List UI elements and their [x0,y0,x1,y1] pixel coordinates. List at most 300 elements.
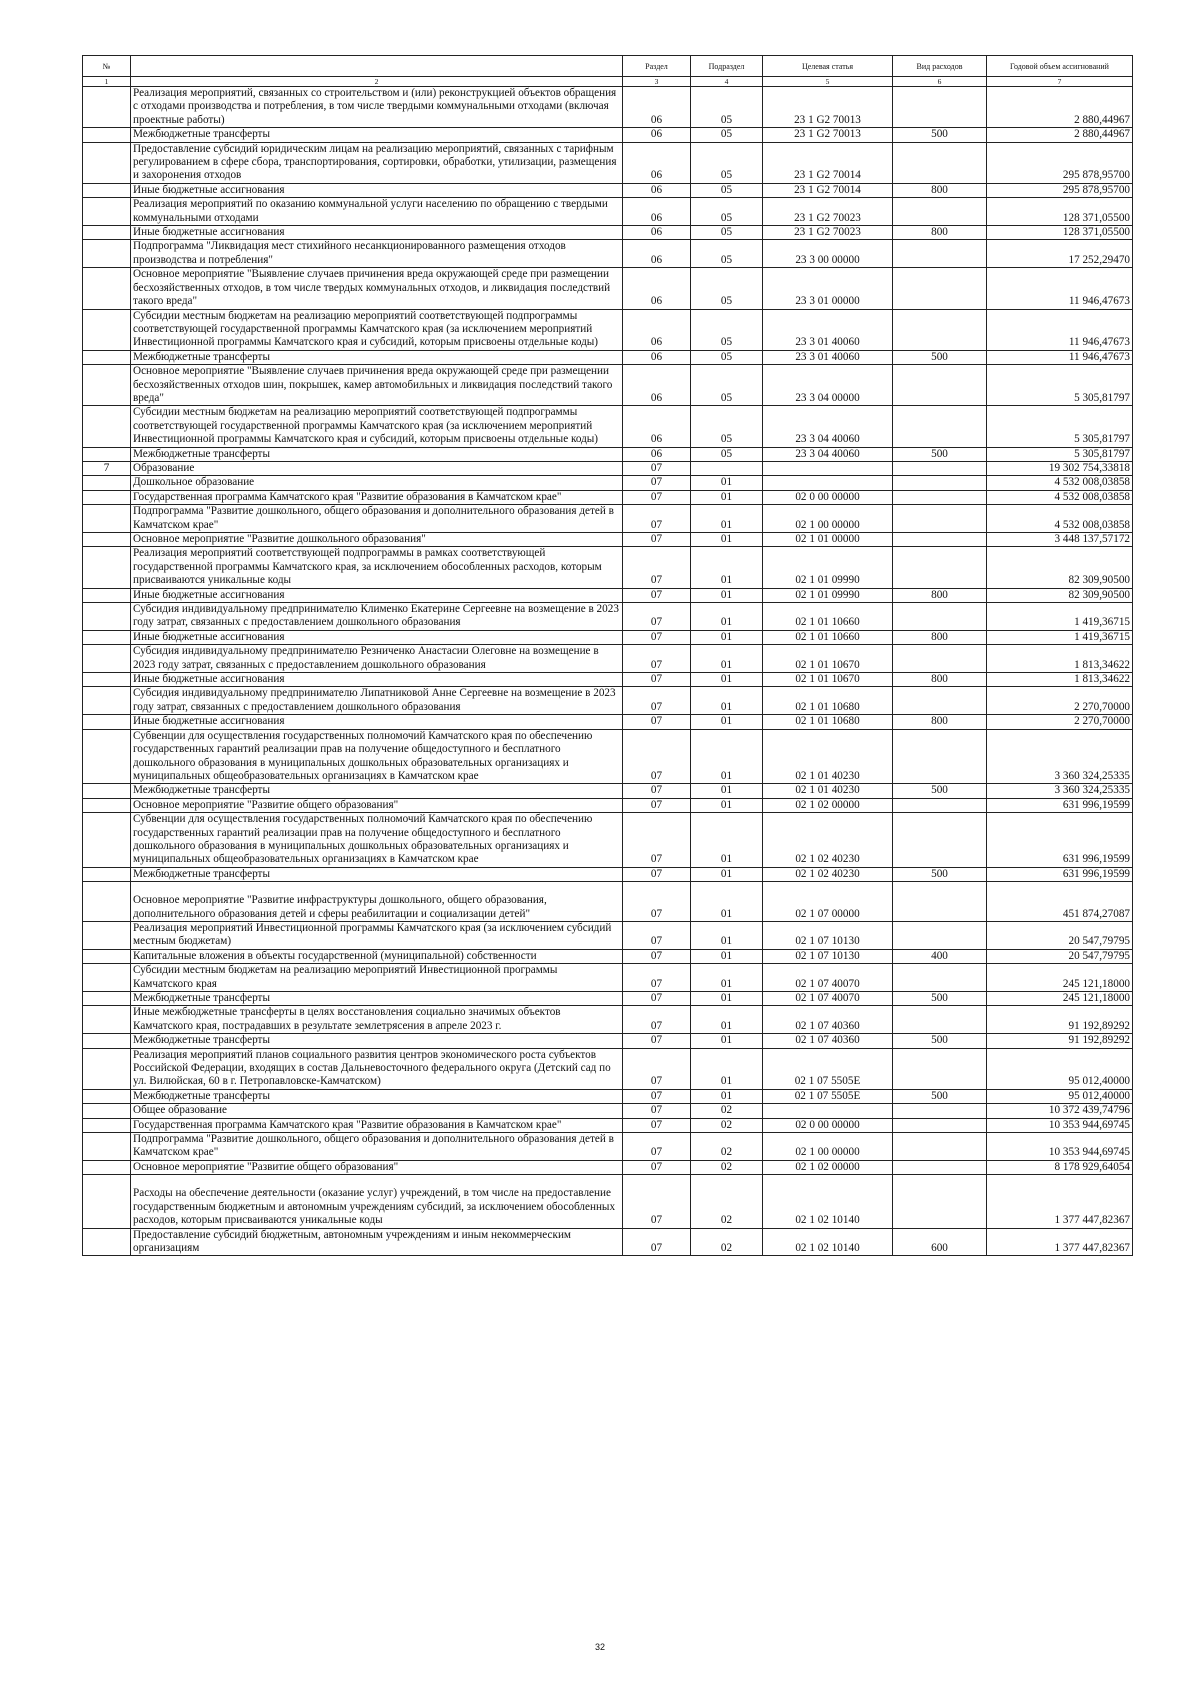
row-section: 07 [623,687,691,715]
row-amount: 1 813,34622 [987,645,1133,673]
table-row [83,813,1133,868]
row-target-article: 02 1 01 10670 [763,645,893,673]
page-number: 32 [594,1642,605,1652]
row-section: 07 [623,1089,691,1103]
row-expense-type: 500 [893,784,987,798]
column-index: 3 [623,77,691,87]
row-amount: 17 252,29470 [987,240,1133,268]
row-amount: 82 309,90500 [987,547,1133,588]
row-number [83,1048,131,1089]
row-name: Образование [131,461,623,475]
table-row [83,1006,1133,1034]
row-target-article: 23 1 G2 70014 [763,183,893,197]
row-expense-type [893,882,987,922]
row-number [83,142,131,183]
row-name: Подпрограмма "Ликвидация мест стихийного несанкционированного размещения отходов производства и потребления" [131,240,623,268]
row-subsection: 01 [691,645,763,673]
row-section: 07 [623,798,691,812]
row-expense-type: 500 [893,1089,987,1103]
row-target-article: 23 3 04 40060 [763,447,893,461]
row-subsection: 01 [691,630,763,644]
row-amount: 11 946,47673 [987,268,1133,309]
row-number [83,1034,131,1048]
row-section: 07 [623,1175,691,1228]
table-row [83,992,1133,1006]
row-number [83,365,131,406]
row-subsection: 05 [691,142,763,183]
row-amount: 82 309,90500 [987,588,1133,602]
row-name: Межбюджетные трансферты [131,1089,623,1103]
table-row [83,406,1133,447]
row-number [83,198,131,226]
row-expense-type: 600 [893,1228,987,1256]
row-amount: 245 121,18000 [987,964,1133,992]
table-row [83,1118,1133,1132]
row-number [83,547,131,588]
row-name: Межбюджетные трансферты [131,350,623,364]
row-expense-type [893,921,987,949]
row-subsection: 05 [691,240,763,268]
row-section: 07 [623,1133,691,1161]
row-target-article: 02 1 02 40230 [763,813,893,868]
row-amount: 3 448 137,57172 [987,533,1133,547]
row-subsection: 05 [691,87,763,128]
row-amount: 3 360 324,25335 [987,729,1133,784]
table-row [83,240,1133,268]
row-section: 07 [623,603,691,631]
row-expense-type: 500 [893,447,987,461]
row-number [83,1104,131,1118]
row-amount: 1 419,36715 [987,603,1133,631]
row-section: 07 [623,1160,691,1174]
row-amount: 11 946,47673 [987,350,1133,364]
row-number [83,784,131,798]
row-name: Межбюджетные трансферты [131,447,623,461]
table-row [83,198,1133,226]
row-target-article: 02 1 07 10130 [763,949,893,963]
row-name: Предоставление субсидий юридическим лицам на реализацию мероприятий, связанных с тарифным регулированием в сфере сбора, транспортирования, сортировки, обработки, утилизации, размещения и захоронения отходов [131,142,623,183]
row-expense-type [893,490,987,504]
row-name: Капитальные вложения в объекты государственной (муниципальной) собственности [131,949,623,963]
row-target-article: 23 1 G2 70013 [763,128,893,142]
row-target-article: 02 1 07 40070 [763,992,893,1006]
row-section: 07 [623,673,691,687]
row-number [83,992,131,1006]
row-name: Реализация мероприятий соответствующей подпрограммы в рамках соответствующей государственной программы Камчатского края, за исключением обособленных расходов, которым присваиваются уникальные коды [131,547,623,588]
row-subsection: 05 [691,198,763,226]
row-expense-type [893,1160,987,1174]
row-amount: 5 305,81797 [987,365,1133,406]
row-name: Основное мероприятие "Развитие общего образования" [131,798,623,812]
table-row [83,1175,1133,1228]
row-subsection: 05 [691,183,763,197]
row-expense-type: 800 [893,183,987,197]
row-amount: 19 302 754,33818 [987,461,1133,475]
row-section: 06 [623,226,691,240]
row-amount: 451 874,27087 [987,882,1133,922]
row-subsection: 01 [691,992,763,1006]
row-subsection: 02 [691,1175,763,1228]
row-subsection: 02 [691,1118,763,1132]
row-number [83,1160,131,1174]
row-expense-type [893,476,987,490]
row-expense-type [893,687,987,715]
header-number: № [83,56,131,77]
row-subsection: 01 [691,505,763,533]
row-amount: 5 305,81797 [987,406,1133,447]
row-number [83,533,131,547]
table-row [83,533,1133,547]
row-target-article: 02 1 07 40070 [763,964,893,992]
row-expense-type [893,87,987,128]
row-name: Основное мероприятие "Развитие дошкольного образования" [131,533,623,547]
row-expense-type [893,1175,987,1228]
row-amount: 631 996,19599 [987,867,1133,881]
column-index: 7 [987,77,1133,87]
row-expense-type: 500 [893,350,987,364]
row-amount: 10 353 944,69745 [987,1133,1133,1161]
table-row [83,183,1133,197]
row-amount: 2 880,44967 [987,128,1133,142]
row-section: 07 [623,964,691,992]
budget-table-sheet [82,55,1132,1256]
table-row [83,1089,1133,1103]
table-row [83,729,1133,784]
row-name: Субсидии местным бюджетам на реализацию мероприятий соответствующей подпрограммы соответствующей государственной программы Камчатского края (за исключением мероприятий Инвестиционной программы Камчатского края и субсидий, которым присвоены отдельные коды) [131,309,623,350]
row-subsection: 05 [691,226,763,240]
row-subsection: 05 [691,365,763,406]
row-number [83,1175,131,1228]
row-section: 07 [623,1048,691,1089]
row-amount: 2 270,70000 [987,715,1133,729]
row-subsection [691,461,763,475]
table-row [83,87,1133,128]
table-row [83,490,1133,504]
row-section: 06 [623,142,691,183]
row-expense-type: 500 [893,1034,987,1048]
table-row [83,1034,1133,1048]
row-target-article: 02 1 01 10660 [763,603,893,631]
row-section: 07 [623,645,691,673]
row-expense-type [893,1133,987,1161]
row-amount: 1 377 447,82367 [987,1175,1133,1228]
row-name: Дошкольное образование [131,476,623,490]
row-amount: 295 878,95700 [987,183,1133,197]
row-number [83,798,131,812]
row-target-article: 23 3 01 00000 [763,268,893,309]
row-expense-type [893,268,987,309]
row-target-article: 02 1 02 00000 [763,1160,893,1174]
row-section: 07 [623,784,691,798]
row-section: 07 [623,867,691,881]
row-amount: 10 372 439,74796 [987,1104,1133,1118]
row-target-article: 02 1 01 09990 [763,547,893,588]
row-name: Подпрограмма "Развитие дошкольного, общего образования и дополнительного образования детей в Камчатском крае" [131,1133,623,1161]
row-number [83,1133,131,1161]
row-target-article: 02 0 00 00000 [763,490,893,504]
row-expense-type [893,1006,987,1034]
row-number [83,240,131,268]
row-target-article [763,476,893,490]
row-expense-type [893,813,987,868]
row-subsection: 01 [691,921,763,949]
row-number [83,715,131,729]
row-amount: 10 353 944,69745 [987,1118,1133,1132]
table-header-row [83,56,1133,77]
row-name: Межбюджетные трансферты [131,784,623,798]
row-number [83,183,131,197]
table-row [83,798,1133,812]
row-target-article: 23 3 01 40060 [763,350,893,364]
row-target-article: 02 1 07 5505E [763,1089,893,1103]
row-amount: 1 419,36715 [987,630,1133,644]
row-subsection: 01 [691,882,763,922]
row-subsection: 02 [691,1104,763,1118]
table-row [83,1048,1133,1089]
row-section: 07 [623,1006,691,1034]
table-row [83,226,1133,240]
row-section: 07 [623,882,691,922]
row-target-article: 02 1 00 00000 [763,505,893,533]
row-subsection: 05 [691,447,763,461]
row-amount: 128 371,05500 [987,198,1133,226]
row-name: Иные межбюджетные трансферты в целях восстановления социально значимых объектов Камчатского края, пострадавших в результате землетрясения в апреле 2023 г. [131,1006,623,1034]
row-number [83,447,131,461]
table-row [83,715,1133,729]
row-expense-type [893,1118,987,1132]
row-section: 06 [623,350,691,364]
row-subsection: 01 [691,964,763,992]
row-number [83,588,131,602]
row-number: 7 [83,461,131,475]
column-index: 4 [691,77,763,87]
row-number [83,867,131,881]
table-row [83,142,1133,183]
row-name: Иные бюджетные ассигнования [131,630,623,644]
row-target-article: 23 1 G2 70013 [763,87,893,128]
row-section: 07 [623,715,691,729]
row-name: Межбюджетные трансферты [131,992,623,1006]
row-subsection: 01 [691,588,763,602]
row-subsection: 01 [691,813,763,868]
row-name: Межбюджетные трансферты [131,128,623,142]
row-expense-type: 800 [893,226,987,240]
row-number [83,406,131,447]
row-section: 07 [623,729,691,784]
row-number [83,921,131,949]
table-body [83,87,1133,1256]
row-subsection: 01 [691,476,763,490]
row-subsection: 01 [691,1034,763,1048]
row-target-article: 02 0 00 00000 [763,1118,893,1132]
table-row [83,1104,1133,1118]
row-name: Межбюджетные трансферты [131,1034,623,1048]
row-target-article: 02 1 07 40360 [763,1006,893,1034]
table-row [83,867,1133,881]
table-row [83,447,1133,461]
row-section: 07 [623,813,691,868]
row-name: Субсидии местным бюджетам на реализацию мероприятий соответствующей подпрограммы соответствующей государственной программы Камчатского края (за исключением мероприятий Инвестиционной программы Камчатского края и субсидий, которым присвоены отдельные коды) [131,406,623,447]
row-expense-type [893,1048,987,1089]
row-amount: 91 192,89292 [987,1006,1133,1034]
row-subsection: 01 [691,533,763,547]
row-target-article: 02 1 02 10140 [763,1175,893,1228]
row-amount: 4 532 008,03858 [987,476,1133,490]
row-target-article: 02 1 07 00000 [763,882,893,922]
header-expense-type: Вид расходов [893,56,987,77]
row-number [83,1006,131,1034]
row-target-article: 02 1 01 00000 [763,533,893,547]
table-row [83,603,1133,631]
table-row [83,588,1133,602]
table-row [83,461,1133,475]
row-name: Субсидии местным бюджетам на реализацию мероприятий Инвестиционной программы Камчатского края [131,964,623,992]
row-expense-type: 800 [893,630,987,644]
row-name: Государственная программа Камчатского края "Развитие образования в Камчатском крае" [131,1118,623,1132]
row-name: Межбюджетные трансферты [131,867,623,881]
row-target-article: 02 1 02 10140 [763,1228,893,1256]
table-row [83,921,1133,949]
row-number [83,1228,131,1256]
row-section: 07 [623,992,691,1006]
row-amount: 4 532 008,03858 [987,505,1133,533]
row-amount: 295 878,95700 [987,142,1133,183]
row-name: Субсидия индивидуальному предпринимателю Резниченко Анастасии Олеговне на возмещение в 2023 году затрат, связанных с предоставлением дошкольного образования [131,645,623,673]
row-amount: 95 012,40000 [987,1048,1133,1089]
row-expense-type [893,365,987,406]
row-section: 07 [623,949,691,963]
row-expense-type [893,533,987,547]
row-section: 07 [623,921,691,949]
table-row [83,268,1133,309]
row-name: Расходы на обеспечение деятельности (оказание услуг) учреждений, в том числе на предоставление государственным бюджетным и автономным учреждениям субсидий, за исключением обособленных расходов, которым присваиваются уникальные коды [131,1175,623,1228]
row-section: 07 [623,1228,691,1256]
row-subsection: 02 [691,1133,763,1161]
row-amount: 20 547,79795 [987,921,1133,949]
row-section: 07 [623,533,691,547]
row-name: Иные бюджетные ассигнования [131,673,623,687]
row-amount: 631 996,19599 [987,813,1133,868]
row-number [83,687,131,715]
row-expense-type [893,645,987,673]
header-section: Раздел [623,56,691,77]
row-target-article: 02 1 00 00000 [763,1133,893,1161]
row-subsection: 01 [691,603,763,631]
row-amount: 20 547,79795 [987,949,1133,963]
row-target-article: 02 1 01 10680 [763,715,893,729]
row-target-article [763,461,893,475]
row-target-article: 02 1 02 00000 [763,798,893,812]
row-amount: 4 532 008,03858 [987,490,1133,504]
row-name: Субсидия индивидуальному предпринимателю Клименко Екатерине Сергеевне на возмещение в 2023 году затрат, связанных с предоставлением дошкольного образования [131,603,623,631]
row-target-article: 23 1 G2 70023 [763,198,893,226]
row-amount: 1 813,34622 [987,673,1133,687]
row-target-article: 23 3 04 40060 [763,406,893,447]
row-section: 07 [623,1104,691,1118]
table-row [83,630,1133,644]
row-target-article: 02 1 02 40230 [763,867,893,881]
row-number [83,1118,131,1132]
row-amount: 5 305,81797 [987,447,1133,461]
table-row [83,673,1133,687]
header-subsection: Подраздел [691,56,763,77]
row-expense-type [893,798,987,812]
row-name: Иные бюджетные ассигнования [131,588,623,602]
row-subsection: 01 [691,547,763,588]
row-expense-type [893,406,987,447]
row-number [83,350,131,364]
row-name: Основное мероприятие "Выявление случаев причинения вреда окружающей среде при размещении бесхозяйственных отходов, в том числе твердых коммунальных отходов, и ликвидация последствий такого вреда" [131,268,623,309]
row-subsection: 05 [691,350,763,364]
row-amount: 245 121,18000 [987,992,1133,1006]
row-subsection: 01 [691,1089,763,1103]
table-row [83,505,1133,533]
header-target-article: Целевая статья [763,56,893,77]
column-index: 5 [763,77,893,87]
row-number [83,128,131,142]
row-number [83,630,131,644]
row-name: Государственная программа Камчатского края "Развитие образования в Камчатском крае" [131,490,623,504]
row-target-article [763,1104,893,1118]
row-subsection: 01 [691,1048,763,1089]
row-number [83,882,131,922]
row-target-article: 02 1 01 40230 [763,784,893,798]
table-row [83,309,1133,350]
row-subsection: 05 [691,128,763,142]
row-expense-type: 800 [893,715,987,729]
row-name: Реализация мероприятий, связанных со строительством и (или) реконструкцией объектов обращения с отходами производства и потребления, в том числе твердыми коммунальными отходами (включая проектные работы) [131,87,623,128]
row-target-article: 02 1 01 09990 [763,588,893,602]
column-index: 2 [131,77,623,87]
row-expense-type: 500 [893,128,987,142]
row-target-article: 02 1 07 10130 [763,921,893,949]
column-index: 1 [83,77,131,87]
row-target-article: 02 1 01 10660 [763,630,893,644]
row-expense-type: 400 [893,949,987,963]
table-row [83,128,1133,142]
table-row [83,949,1133,963]
row-number [83,490,131,504]
row-expense-type [893,142,987,183]
table-row [83,1133,1133,1161]
row-amount: 8 178 929,64054 [987,1160,1133,1174]
row-subsection: 01 [691,729,763,784]
row-name: Иные бюджетные ассигнования [131,183,623,197]
row-name: Реализация мероприятий Инвестиционной программы Камчатского края (за исключением субсидий местным бюджетам) [131,921,623,949]
row-section: 07 [623,461,691,475]
row-section: 06 [623,87,691,128]
row-name: Предоставление субсидий бюджетным, автономным учреждениям и иным некоммерческим организациям [131,1228,623,1256]
row-expense-type [893,461,987,475]
row-amount: 2 270,70000 [987,687,1133,715]
row-number [83,226,131,240]
header-annual-volume: Годовой объем ассигнований [987,56,1133,77]
row-name: Субсидия индивидуальному предпринимателю Липатниковой Анне Сергеевне на возмещение в 2023 году затрат, связанных с предоставлением дошкольного образования [131,687,623,715]
row-number [83,87,131,128]
row-section: 06 [623,309,691,350]
row-subsection: 01 [691,949,763,963]
row-amount: 11 946,47673 [987,309,1133,350]
row-expense-type [893,603,987,631]
row-target-article: 23 3 00 00000 [763,240,893,268]
table-row [83,964,1133,992]
row-expense-type: 500 [893,992,987,1006]
row-number [83,729,131,784]
row-target-article: 02 1 01 40230 [763,729,893,784]
row-expense-type: 500 [893,867,987,881]
table-row [83,547,1133,588]
row-name: Реализация мероприятий по оказанию коммунальной услуги населению по обращению с твердыми коммунальными отходами [131,198,623,226]
